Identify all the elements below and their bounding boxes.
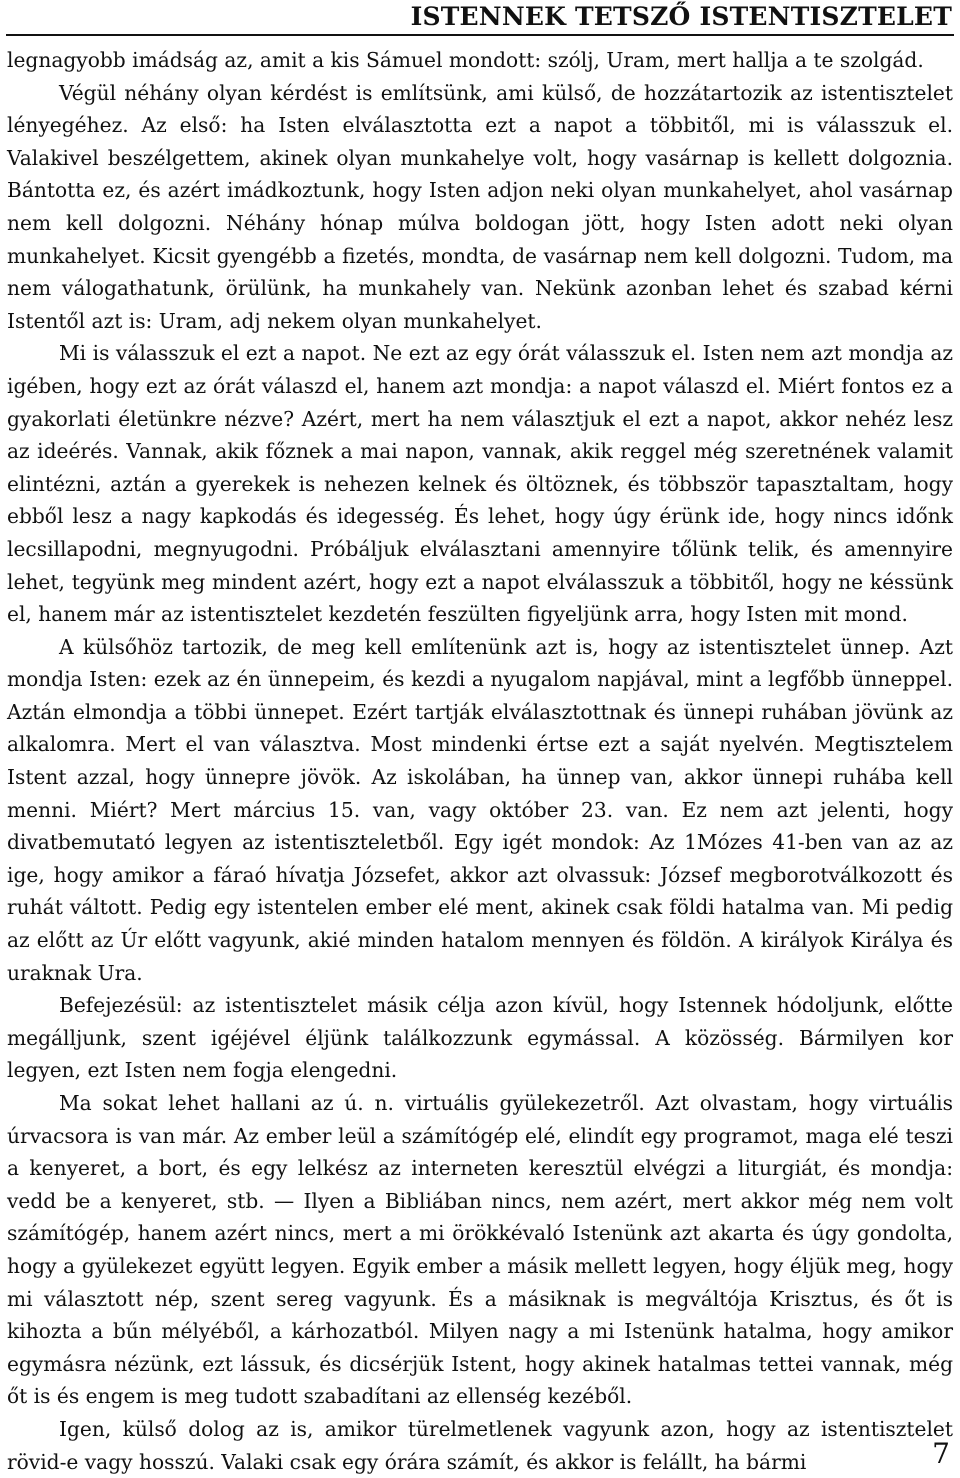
paragraph: Ma sokat lehet hallani az ú. n. virtuális gyülekezetről. Azt olvastam, hogy virtuális úrvacsora is van már. Az ember leül a számítógép elé, elindít egy programot, maga elé teszi a kenyeret, a bort, és egy lelkész az interneten keresztül elvégzi a liturgiát, és mondja: vedd be a kenyeret, stb. — Ilyen a Bibliában nincs, nem azért, mert akkor még nem volt számítógép, hanem azért nincs, mert a mi örökkévaló Istenünk azt akarta és úgy gondolta, hogy a gyülekezet együtt legyen. Egyik ember a másik mellett legyen, hogy éljük meg, hogy mi választott nép, szent sereg vagyunk. És a másiknak is megváltója Krisztus, és őt is kihozta a bűn mélyéből, a kárhozatból. Milyen nagy a mi Istenünk hatalma, hogy amikor egymásra nézünk, ezt lássuk, és dicsérjük Istent, hogy akinek hatalmas tettei vannak, még őt is és engem is meg tudott szabadítani az ellenség kezéből. [7, 1091, 953, 1409]
header-title: ISTENNEK TETSZŐ ISTENTISZTELET [410, 2, 952, 31]
body-text [7, 44, 953, 1478]
paragraph: legnagyobb imádság az, amit a kis Sámuel mondott: szólj, Uram, mert hallja a te szolgád. [7, 48, 924, 72]
header-rule [6, 34, 954, 36]
paragraph: Végül néhány olyan kérdést is említsünk, ami külső, de hozzátartozik az istentisztelet lényegéhez. Az első: ha Isten elválasztotta ezt a napot a többitől, mi is válasszuk el. Valakivel beszélgettem, akinek olyan munkahelye volt, hogy vasárnap is kellett dolgoznia. Bántotta ez, és azért imádkoztunk, hogy Isten adjon neki olyan munkahelyet, ahol vasárnap nem kell dolgozni. Néhány hónap múlva boldogan jött, hogy Isten adott neki olyan munkahelyet. Kicsit gyengébb a fizetés, mondta, de vasárnap nem kell dolgozni. Tudom, ma nem válogathatunk, örülünk, ha munkahely van. Nekünk azonban lehet és szabad kérni Istentől azt is: Uram, adj nekem olyan munkahelyet. [7, 80, 953, 333]
paragraph: Mi is válasszuk el ezt a napot. Ne ezt az egy órát válasszuk el. Isten nem azt mondja az igében, hogy ezt az órát válaszd el, hanem azt mondja: a napot válaszd el. Miért fontos ez a gyakorlati életünkre nézve? Azért, mert ha nem választjuk el ezt a napot, akkor nehéz lesz az ideérés. Vannak, akik főznek a mai napon, vannak, akik reggel még szeretnének valamit elintézni, aztán a gyerekek is nehezen kelnek és öltöznek, és többször tapasztaltam, hogy ebből lesz a nagy kapkodás és idegesség. És lehet, hogy úgy érünk ide, hogy nincs időnk lecsillapodni, megnyugodni. Próbáljuk elválasztani amennyire tőlünk telik, és amennyire lehet, tegyünk meg mindent azért, hogy ezt a napot elválasszuk a többitől, hogy ne késsünk el, hanem már az istentisztelet kezdetén feszülten figyeljünk arra, hogy Isten mit mond. [7, 341, 953, 627]
paragraph: Befejezésül: az istentisztelet másik célja azon kívül, hogy Istennek hódoljunk, előtte megálljunk, szent igéjével éljünk találkozzunk egymással. A közösség. Bármilyen kor legyen, ezt Isten nem fogja elengedni. [7, 993, 953, 1083]
running-header [0, 0, 960, 40]
paragraph: A külsőhöz tartozik, de meg kell említenünk azt is, hogy az istentisztelet ünnep. Azt mondja Isten: ezek az én ünnepeim, és kezdi a nyugalom napjával, mint a legfőbb ünneppel. Aztán elmondja a többi ünnepet. Ezért tartják elválasztottnak és ünnepi ruhában jövünk az alkalomra. Mert el van választva. Most mindenki értse ezt a saját nyelvén. Megtisztelem Istent azzal, hogy ünnepre jövök. Az iskolában, ha ünnep van, akkor ünnepi ruhába kell menni. Miért? Mert március 15. van, vagy október 23. van. Ez nem azt jelenti, hogy divatbemutató legyen az istentiszteletből. Egy igét mondok: Az 1Mózes 41-ben van az az ige, hogy amikor a fáraó hívatja Józsefet, akkor azt olvassuk: József megborotválkozott és ruhát váltott. Pedig egy istentelen ember elé ment, akinek csak földi hatalma van. Mi pedig az előtt az Úr előtt vagyunk, akié minden hatalom mennyen és földön. A királyok Királya és uraknak Ura. [7, 634, 953, 985]
paragraph: Igen, külső dolog az is, amikor türelmetlenek vagyunk azon, hogy az istentisztelet rövid-e vagy hosszú. Valaki csak egy órára számít, és akkor is felállt, ha bármi [7, 1416, 953, 1474]
page-number: 7 [932, 1437, 950, 1470]
